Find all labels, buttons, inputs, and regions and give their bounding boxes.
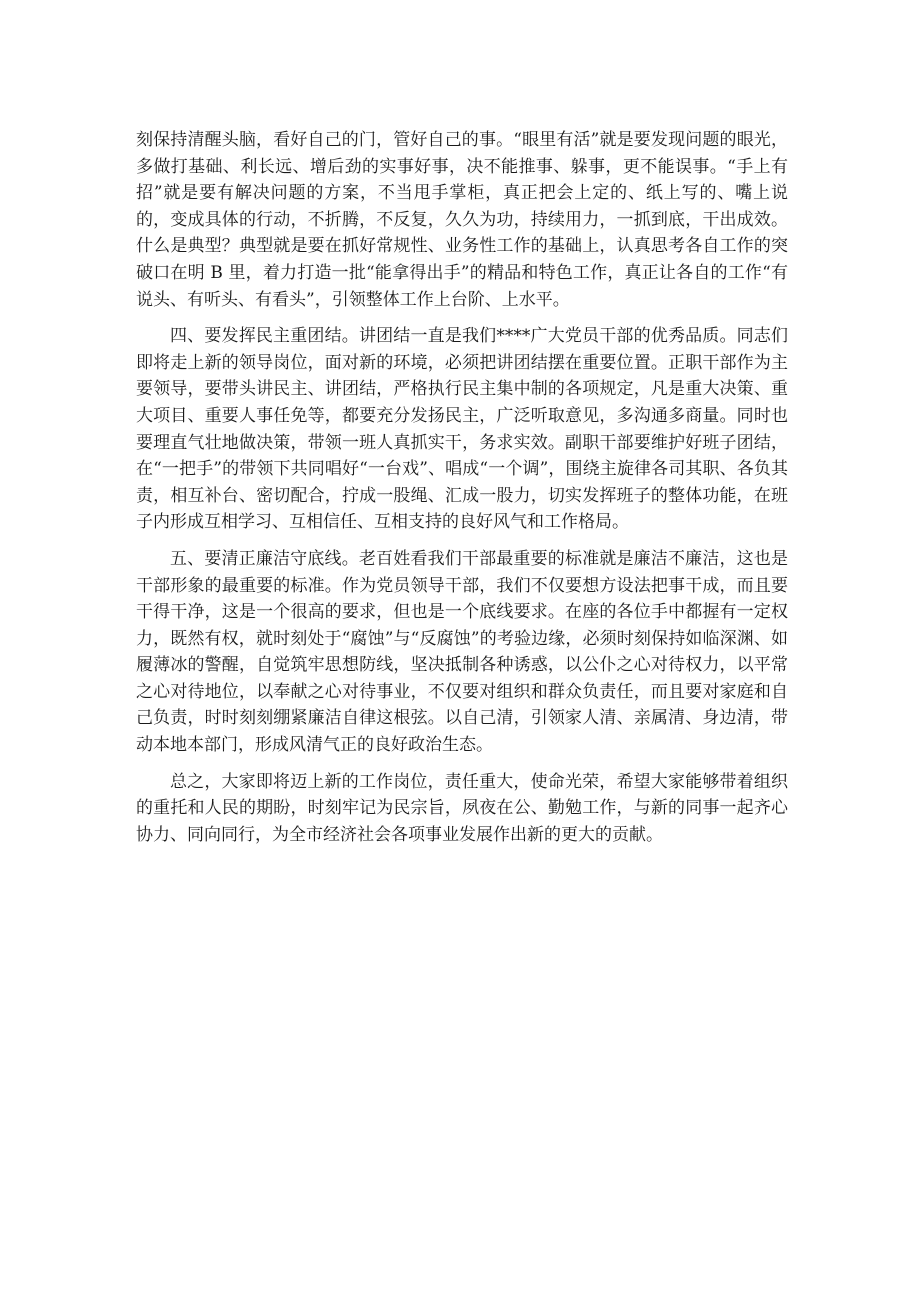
paragraph-continuation: 刻保持清醒头脑，看好自己的门，管好自己的事。“眼里有活”就是要发现问题的眼光，多做打基础、利长远、增后劲的实事好事，决不能推事、躲事，更不能误事。“手上有招”就是要有解决问题的方案，不当甩手掌柜，真正把会上定的、纸上写的、嘴上说的，变成具体的行动，不折腾，不反复，久久为功，持续用力，一抓到底，干出成效。什么是典型？典型就是要在抓好常规性、业务性工作的基础上，认真思考各自工作的突破口在明 B 里，着力打造一批“能拿得出手”的精品和特色工作，真正让各自的工作“有说头、有听头、有看头”，引领整体工作上台阶、上水平。 [136,130,788,310]
document-body [136,127,788,858]
paragraph-unity: 四、要发挥民主重团结。讲团结一直是我们****广大党员干部的优秀品质。同志们即将走上新的领导岗位，面对新的环境，必须把讲团结摆在重要位置。正职干部作为主要领导，要带头讲民主、讲团结，严格执行民主集中制的各项规定，凡是重大决策、重大项目、重要人事任免等，都要充分发扬民主，广泛听取意见，多沟通多商量。同时也要理直气壮地做决策，带领一班人真抓实干，务求实效。副职干部要维护好班子团结，在“一把手”的带领下共同唱好“一台戏”、唱成“一个调”，围绕主旋律各司其职、各负其责，相互补台、密切配合，拧成一股绳、汇成一股力，切实发挥班子的整体功能，在班子内形成互相学习、互相信任、互相支持的良好风气和工作格局。 [136,326,788,533]
paragraph-integrity: 五、要清正廉洁守底线。老百姓看我们干部最重要的标准就是廉洁不廉洁，这也是干部形象的最重要的标准。作为党员领导干部，我们不仅要想方设法把事干成，而且要干得干净，这是一个很高的要求，但也是一个底线要求。在座的各位手中都握有一定权力，既然有权，就时刻处于“腐蚀”与“反腐蚀”的考验边缘，必须时刻保持如临深渊、如履薄冰的警醒，自觉筑牢思想防线，坚决抵制各种诱惑，以公仆之心对待权力，以平常之心对待地位，以奉献之心对待事业，不仅要对组织和群众负责任，而且要对家庭和自己负责，时时刻刻绷紧廉洁自律这根弦。以自己清，引领家人清、亲属清、身边清，带动本地本部门，形成风清气正的良好政治生态。 [136,548,788,756]
paragraph-conclusion: 总之，大家即将迈上新的工作岗位，责任重大，使命光荣，希望大家能够带着组织的重托和人民的期盼，时刻牢记为民宗旨，夙夜在公、勤勉工作，与新的同事一起齐心协力、同向同行，为全市经济社会各项事业发展作出新的更大的贡献。 [136,771,788,845]
